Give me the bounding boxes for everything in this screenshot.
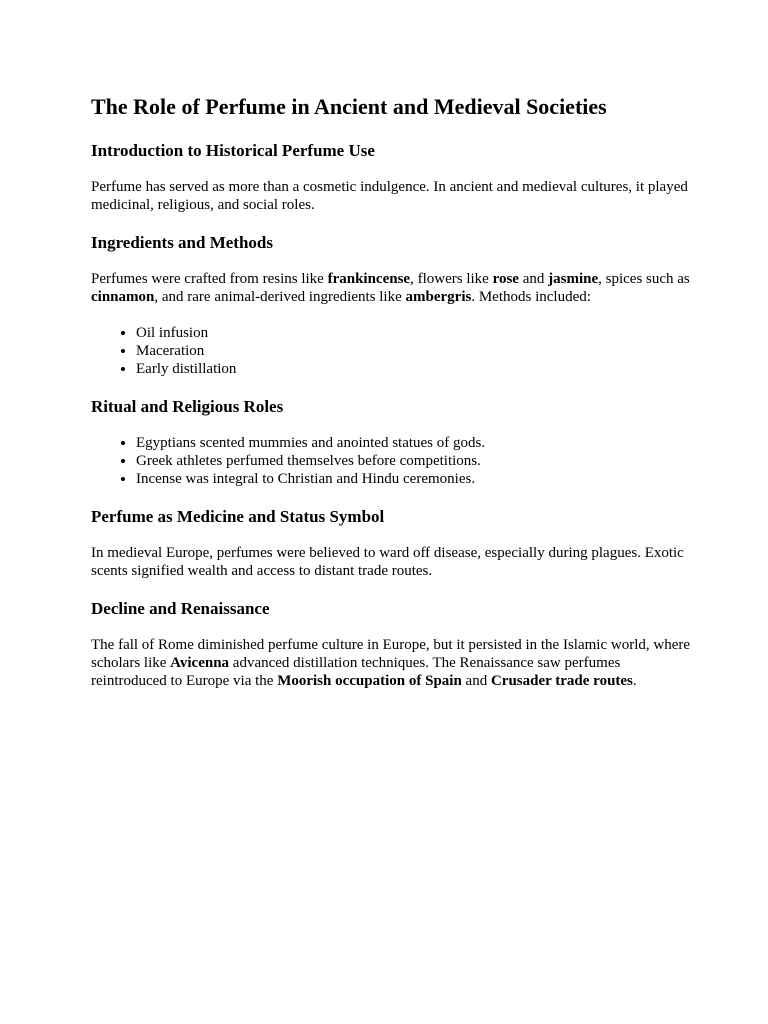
- section-paragraph-medicine: In medieval Europe, perfumes were believed to ward off disease, especially during plagues. Exotic scents signified wealth and access to distant trade routes.: [91, 545, 684, 579]
- text-run: .: [632, 673, 637, 689]
- list-item: • Oil infusion: [136, 324, 691, 342]
- text-run: , spices such as: [598, 271, 690, 287]
- list-item: • Maceration: [136, 342, 691, 360]
- text-run: and: [518, 271, 549, 287]
- section-paragraph-ingredients: [91, 270, 691, 306]
- section-paragraph-decline: [91, 636, 691, 690]
- bold-term-cinnamon: cinnamon: [91, 289, 155, 305]
- document-title: The Role of Perfume in Ancient and Medieval Societies: [91, 94, 607, 119]
- bold-term-ambergris: ambergris: [405, 289, 472, 305]
- section-heading-medicine: Perfume as Medicine and Status Symbol: [91, 507, 385, 526]
- section-paragraph-introduction: Perfume has served as more than a cosmetic indulgence. In ancient and medieval cultures, it played medicinal, religious, and social roles.: [91, 179, 688, 213]
- section-heading-introduction: Introduction to Historical Perfume Use: [91, 141, 375, 160]
- bold-term-rose: rose: [492, 271, 519, 287]
- document-page: [91, 92, 691, 708]
- text-run: The fall of Rome diminished perfume culture in Europe, but it persisted in the Islamic world, where scholars like: [91, 637, 691, 671]
- section-heading-ingredients: Ingredients and Methods: [91, 233, 273, 252]
- section-heading-decline: Decline and Renaissance: [91, 599, 270, 618]
- section-heading-ritual: Ritual and Religious Roles: [91, 397, 284, 416]
- bold-term-jasmine: jasmine: [548, 271, 599, 287]
- list-item: • Early distillation: [136, 360, 691, 378]
- text-run: Perfumes were crafted from resins like: [91, 271, 328, 287]
- bold-term-crusader-trade-routes: Crusader trade routes: [490, 673, 633, 689]
- list-item: • Greek athletes perfumed themselves before competitions.: [136, 452, 691, 470]
- text-run: . Methods included:: [471, 289, 591, 305]
- bold-term-avicenna: Avicenna: [170, 655, 230, 671]
- bold-term-moorish-occupation: Moorish occupation of Spain: [277, 673, 462, 689]
- text-run: advanced distillation techniques. The Renaissance saw perfumes reintroduced to Europe via the: [91, 655, 621, 689]
- text-run: and: [461, 673, 491, 689]
- methods-list: [91, 324, 691, 378]
- ritual-list: [91, 434, 691, 488]
- text-run: , flowers like: [410, 271, 493, 287]
- text-run: , and rare animal-derived ingredients like: [154, 289, 406, 305]
- list-item: • Egyptians scented mummies and anointed statues of gods.: [136, 434, 691, 452]
- bold-term-frankincense: frankincense: [327, 271, 411, 287]
- list-item: • Incense was integral to Christian and Hindu ceremonies.: [136, 470, 691, 488]
